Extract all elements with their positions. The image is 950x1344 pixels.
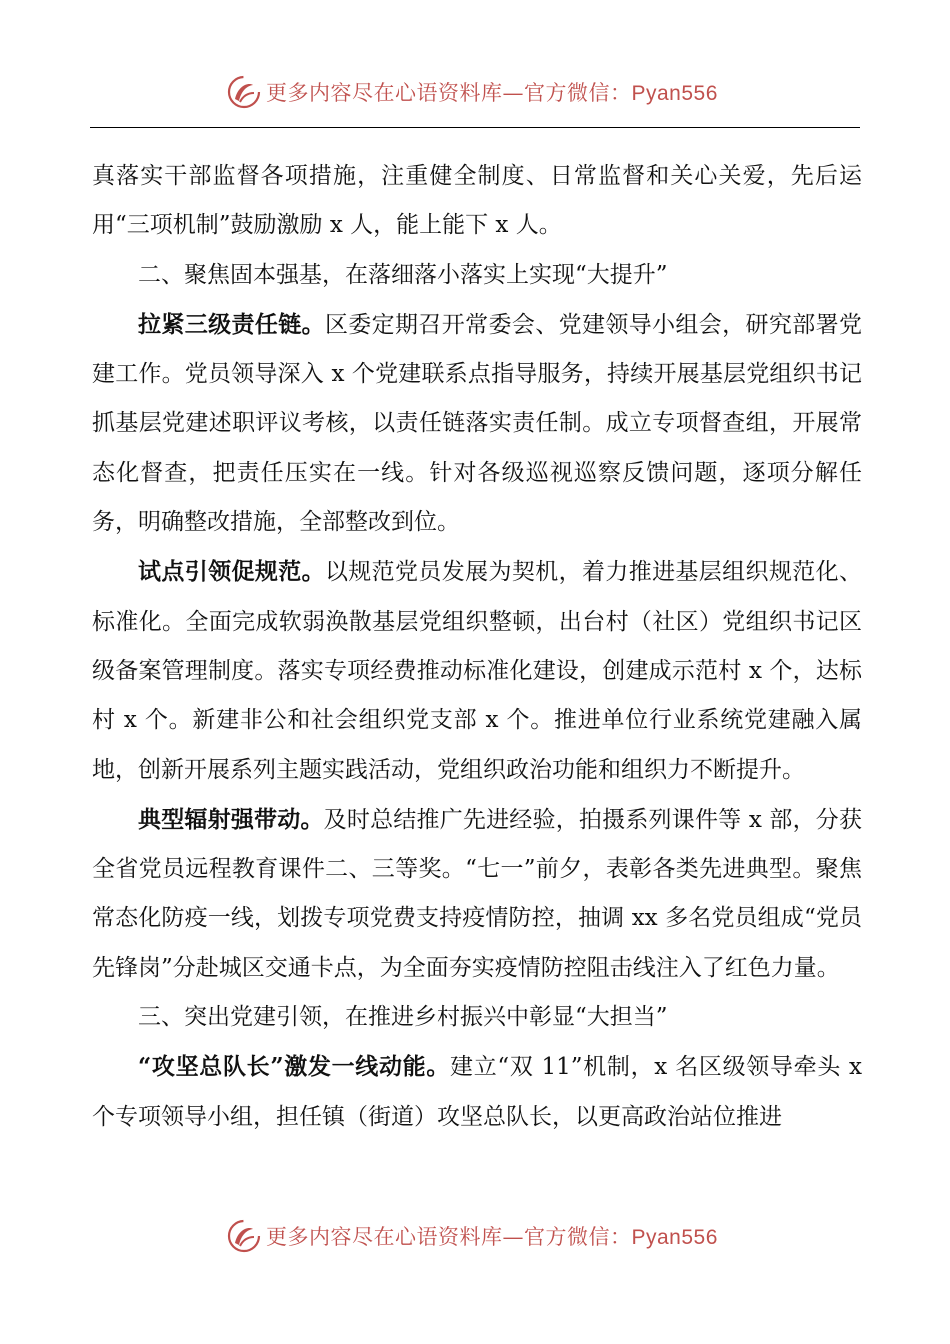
section-heading-3: 三、突出党建引领，在推进乡村振兴中彰显“大担当”: [138, 1004, 668, 1031]
paragraph-typical-radiation: 典型辐射强带动。及时总结推广先进经验，拍摄系列课件等 x 部，分获全省党员远程教育课件二、三等奖。“七一”前夕，表彰各类先进典型。聚焦常态化防疫一线，划拨专项党费支持疫情防控，抽调 xx 多名党员组成“党员先锋岗”分赴城区交通卡点，为全面夯实疫情防控阻击线注入了红色力量。: [92, 805, 863, 981]
paragraph-lead: 典型辐射强带动。: [138, 805, 324, 833]
watermark-banner: [226, 70, 718, 114]
paragraph-pilot-standardization: 试点引领促规范。以规范党员发展为契机，着力推进基层组织规范化、标准化。全面完成软弱涣散基层党组织整顿，出台村（社区）党组织书记区级备案管理制度。落实专项经费推动标准化建设，创建成示范村 x 个，达标村 x 个。新建非公和社会组织党支部 x 个。推进单位行业系统党建融入属地，创新开展系列主题实践活动，党组织政治功能和组织力不断提升。: [92, 558, 863, 783]
paragraph-continued: 真落实干部监督各项措施，注重健全制度、日常监督和关心关爱，先后运用“三项机制”鼓励激励 x 人，能上能下 x 人。: [92, 163, 862, 239]
header-divider: [90, 127, 860, 128]
paragraph-lead: “攻坚总队长”激发一线动能。: [138, 1053, 451, 1081]
page-footer-watermark: [0, 1214, 950, 1258]
page-header-watermark: [0, 70, 950, 114]
watermark-text: 更多内容尽在心语资料库—官方微信：Pyan556: [266, 1225, 718, 1249]
watermark-banner: [226, 1214, 718, 1258]
paragraph-responsibility-chain: 拉紧三级责任链。区委定期召开常委会、党建领导小组会，研究部署党建工作。党员领导深入 x 个党建联系点指导服务，持续开展基层党组织书记抓基层党建述职评议考核，以责任链落实责任制。成立专项督查组，开展常态化督查，把责任压实在一线。针对各级巡视巡察反馈问题，逐项分解任务，明确整改措施，全部整改到位。: [92, 310, 863, 536]
paragraph-general-captain: “攻坚总队长”激发一线动能。建立“双 11”机制，x 名区级领导牵头 x 个专项领导小组，担任镇（街道）攻坚总队长，以更高政治站位推进: [92, 1053, 862, 1130]
watermark-text: 更多内容尽在心语资料库—官方微信：Pyan556: [266, 81, 718, 105]
paragraph-lead: 拉紧三级责任链。: [138, 310, 325, 338]
red-swirl-logo-icon: [226, 74, 262, 110]
section-heading-2: 二、聚焦固本强基，在落细落小落实上实现“大提升”: [138, 261, 668, 288]
document-body: [92, 152, 862, 1142]
red-swirl-logo-icon: [226, 1218, 262, 1254]
paragraph-lead: 试点引领促规范。: [138, 558, 325, 586]
